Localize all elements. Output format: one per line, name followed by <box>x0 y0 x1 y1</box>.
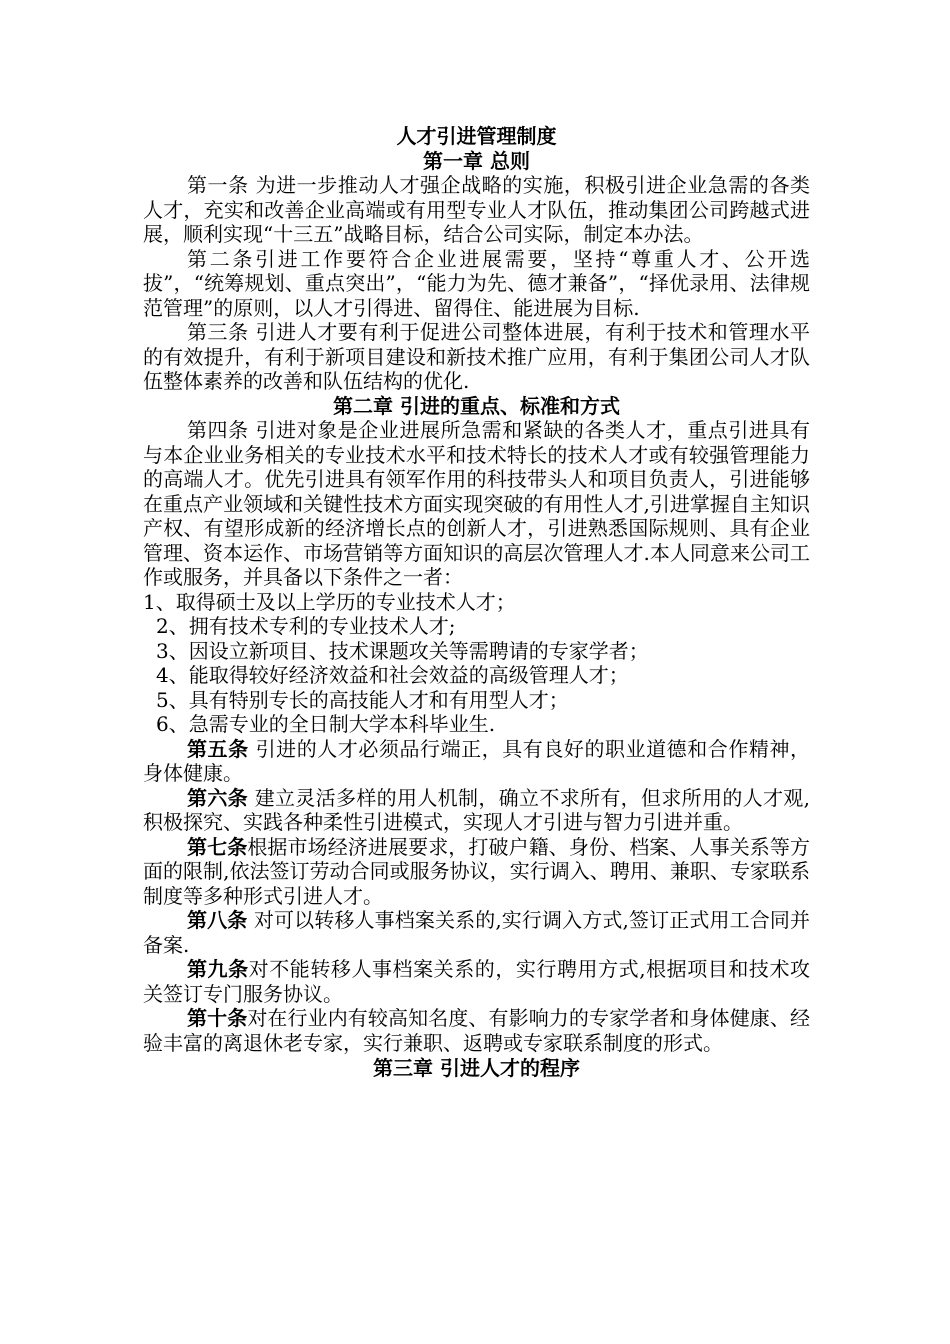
article-6-label: 第六条 <box>187 785 248 810</box>
article-4: 第四条 引进对象是企业进展所急需和紧缺的各类人才，重点引进具有与本企业业务相关的专业技术水平和技术特长的技术人才或有较强管理能力的高端人才。优先引进具有领军作用的科技带头人和项目负责人，引进能够在重点产业领域和关键性技术方面实现突破的有用性人才,引进掌握自主知识产权、有望形成新的经济增长点的创新人才，引进熟悉国际规则、具有企业管理、资本运作、市场营销等方面知识的高层次管理人才.本人同意来公司工作或服务，并具备以下条件之一者： <box>143 418 810 589</box>
article-10-text: 对在行业内有较高知名度、有影响力的专家学者和身体健康、经验丰富的离退休老专家，实行兼职、返聘或专家联系制度的形式。 <box>143 1006 811 1055</box>
list-item: 3、因设立新项目、技术课题攻关等需聘请的专家学者； <box>156 638 649 663</box>
article-8 <box>143 908 810 957</box>
chapter-1-heading: 第一章 总则 <box>423 148 530 173</box>
document-title: 人才引进管理制度 <box>396 124 557 148</box>
article-7-label: 第七条 <box>187 834 248 859</box>
list-item: 1、取得硕士及以上学历的专业技术人才； <box>143 589 516 614</box>
chapter-3-heading: 第三章 引进人才的程序 <box>373 1056 580 1080</box>
document-page <box>143 124 810 1081</box>
list-item: 5、具有特别专长的高技能人才和有用型人才； <box>156 687 569 712</box>
article-6-text: 建立灵活多样的用人机制，确立不求所有，但求所用的人才观,积极探究、实践各种柔性引进模式，实现人才引进与智力引进并重。 <box>143 785 811 834</box>
article-9-label: 第九条 <box>187 957 249 981</box>
article-9-text: 对不能转移人事档案关系的，实行聘用方式,根据项目和技术攻关签订专门服务协议。 <box>143 957 811 1006</box>
chapter-2-heading: 第二章 引进的重点、标准和方式 <box>333 393 620 418</box>
article-5-label: 第五条 <box>187 736 249 761</box>
article-10-label: 第十条 <box>187 1006 248 1030</box>
article-7 <box>143 835 810 909</box>
list-item: 2、拥有技术专利的专业技术人才; <box>156 614 456 638</box>
article-5-text: 引进的人才必须品行端正，具有良好的职业道德和合作精神，身体健康。 <box>143 736 811 785</box>
list-item: 6、急需专业的全日制大学本科毕业生. <box>156 712 496 736</box>
article-1: 第一条 为进一步推动人才强企战略的实施，积极引进企业急需的各类人才，充实和改善企业高端或有用型专业人才队伍，推动集团公司跨越式进展，顺利实现“十三五”战略目标，结合公司实际，制定本办法。 <box>143 173 810 246</box>
article-10 <box>143 1006 810 1055</box>
article-2: 第二条引进工作要符合企业进展需要，坚持“尊重人才、公开选拔”，“统筹规划、重点突出”，“能力为先、德才兼备”，“择优录用、法律规范管理”的原则，以人才引得进、留得住、能进展为目标. <box>143 246 810 320</box>
list-item: 4、能取得较好经济效益和社会效益的高级管理人才； <box>156 663 629 687</box>
article-9 <box>143 957 810 1006</box>
article-7-text: 根据市场经济进展要求，打破户籍、身份、档案、人事关系等方面的限制,依法签订劳动合同或服务协议，实行调入、聘用、兼职、专家联系制度等多种形式引进人才。 <box>143 834 811 908</box>
article-6 <box>143 786 810 835</box>
article-5 <box>143 737 810 786</box>
article-8-label: 第八条 <box>187 908 248 932</box>
article-8-text: 对可以转移人事档案关系的,实行调入方式,签订正式用工合同并备案. <box>143 908 811 957</box>
article-3: 第三条 引进人才要有利于促进公司整体进展，有利于技术和管理水平的有效提升，有利于新项目建设和新技术推广应用，有利于集团公司人才队伍整体素养的改善和队伍结构的优化. <box>143 320 810 393</box>
